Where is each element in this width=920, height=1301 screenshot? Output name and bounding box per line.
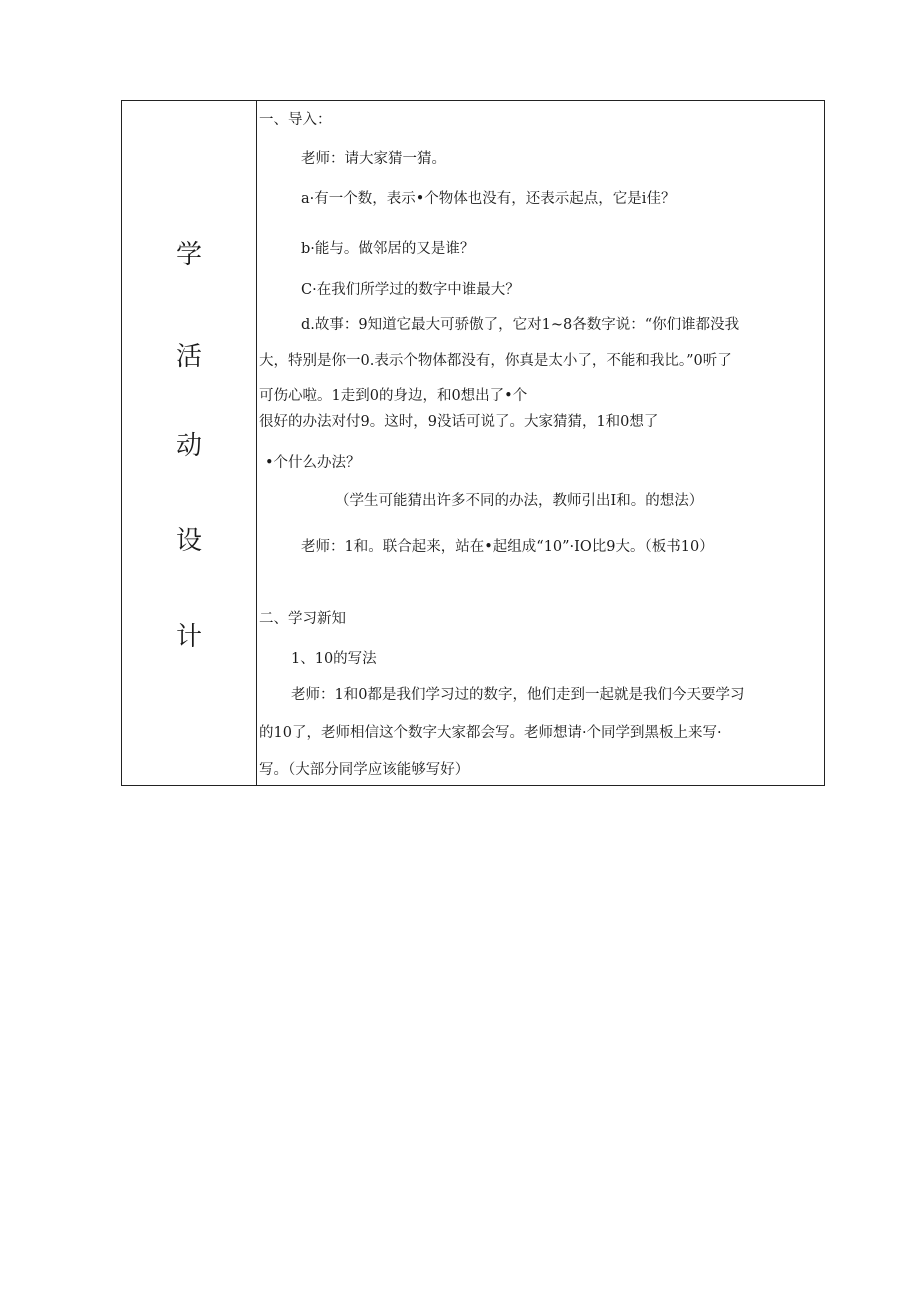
paragraph-line: 的10了，老师相信这个数字大家都会写。老师想请·个同学到黑板上来写·	[259, 725, 722, 741]
paragraph-line: 写。（大部分同学应该能够写好）	[259, 762, 470, 778]
paragraph-line: a·有一个数，表示•个物体也没有，还表示起点，它是i佳？	[301, 191, 676, 207]
paragraph-line: 老师：1和0都是我们学习过的数字，他们走到一起就是我们今天要学习	[291, 687, 745, 703]
paragraph-line: 老师：请大家猜一猜。	[301, 151, 446, 167]
paragraph-line: C·在我们所学过的数字中谁最大？	[301, 282, 520, 298]
section-heading-new: 二、学习新知	[259, 611, 346, 627]
paragraph-line: •个什么办法？	[265, 455, 361, 471]
side-label-char-4: 设	[175, 526, 202, 556]
side-label-char-5: 计	[175, 622, 202, 652]
paragraph-line: 很好的办法对付9。这时，9没话可说了。大家猜猜，1和0想了	[259, 414, 659, 430]
paragraph-line: 可伤心啦。1走到0的身边，和0想出了•个	[259, 388, 528, 404]
paragraph-line: d.故事：9知道它最大可骄傲了，它对1~8各数字说：“你们谁都没我	[301, 317, 740, 333]
paragraph-line: 大，特别是你一0.表示个物体都没有，你真是太小了，不能和我比。”0听了	[259, 353, 732, 369]
paragraph-line: （学生可能猜出许多不同的办法，教师引出I和。的想法）	[335, 493, 704, 509]
side-label-char-3: 动	[175, 431, 202, 461]
content-cell	[257, 101, 824, 785]
side-label-char-2: 活	[175, 342, 202, 372]
side-label-cell	[122, 101, 256, 785]
side-label-char-1: 学	[175, 240, 202, 270]
subsection-heading: 1、10的写法	[291, 651, 377, 667]
paragraph-line: b·能与。做邻居的又是谁？	[301, 241, 475, 257]
section-heading-intro: 一、导入：	[259, 112, 332, 128]
lesson-table	[121, 100, 825, 786]
paragraph-line: 老师：1和。联合起来，站在•起组成“10”·IO比9大。（板书10）	[301, 539, 714, 555]
